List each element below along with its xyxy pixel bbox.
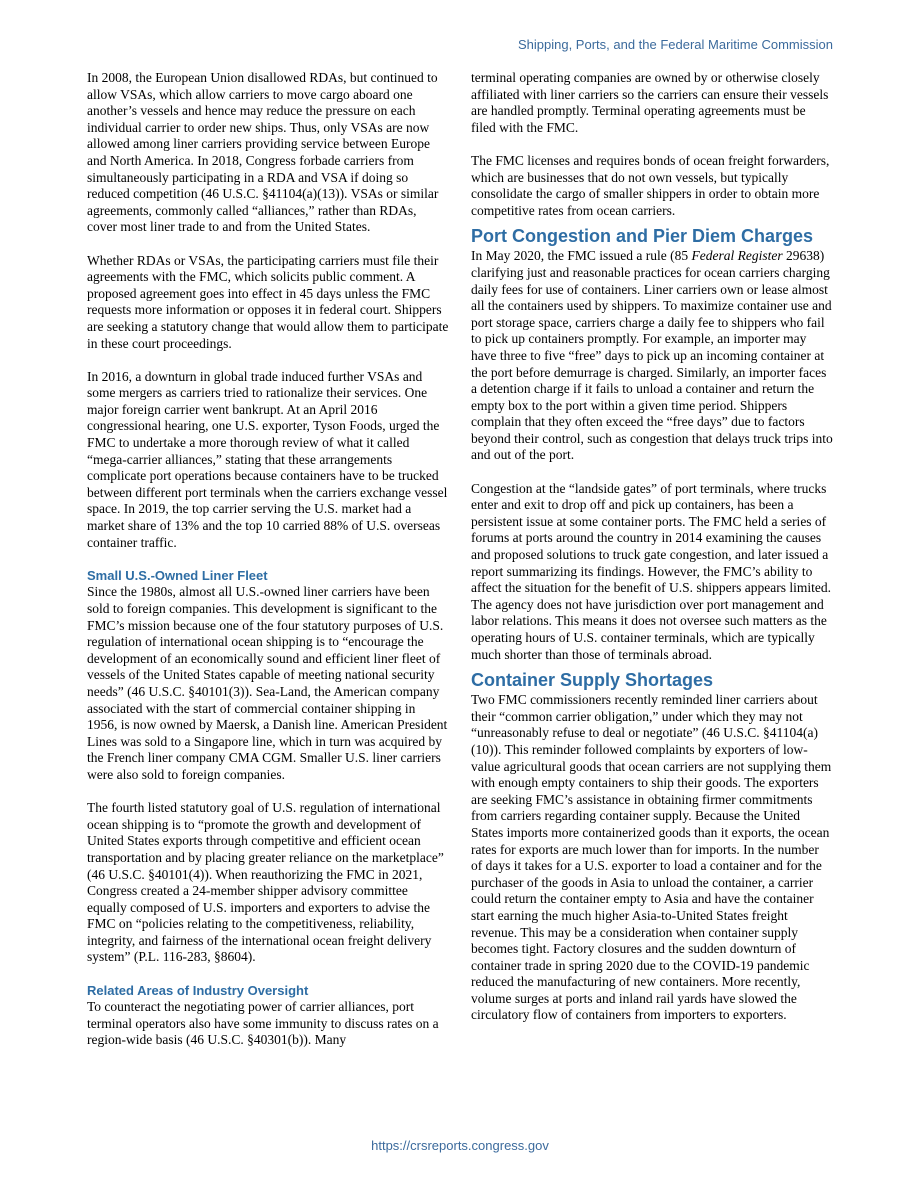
- paragraph: To counteract the negotiating power of carrier alliances, port terminal operators also have some immunity to discuss rates on a region-wide basis (46 U.S.C. §40301(b)). Many: [87, 999, 439, 1048]
- section-heading: Container Supply Shortages: [471, 670, 714, 691]
- subsection-heading: Small U.S.-Owned Liner Fleet: [87, 567, 268, 583]
- paragraph: Two FMC commissioners recently reminded liner carriers about their “common carrier obligation,” under which they may not “unreasonably refuse to deal or negotiate” (46 U.S.C. §41104(a)(10)). This reminder followed complaints by exporters of low-value agricultural goods that ocean carriers are not supplying them with enough empty containers to ship their goods. The exporters are seeking FMC’s assistance in obtaining firmer commitments from carriers regarding container supply. Because the United States imports more containerized goods than it exports, the ocean rates for exports are much lower than for imports. In the number of days it takes for a U.S. exporter to load a container and for the purchaser of the goods in Asia to unload the container, a carrier could return the container empty to Asia and have the container start earning the much higher Asia-to-United States freight revenue. This may be a consideration when container supply becomes tight. Factory closures and the sudden downturn of container trade in spring 2020 due to the COVID-19 pandemic reduced the manufacturing of new containers. More recently, volume surges at ports and inland rail yards have slowed the circulatory flow of containers from importers to exporters.: [471, 692, 832, 1023]
- paragraph: Since the 1980s, almost all U.S.-owned liner carriers have been sold to foreign companies. This development is significant to the FMC’s mission because one of the four statutory purposes of U.S. regulation of international ocean shipping is to “encourage the development of an economically sound and efficient liner fleet of vessels of the United States capable of meeting national security needs” (46 U.S.C. §40101(3)). Sea-Land, the American company associated with the start of commercial container shipping in 1956, is now owned by Maersk, a Danish line. American President Lines was sold to a Singapore line, which in turn was acquired by the French liner company CMA CGM. Smaller U.S. liner carriers were also sold to foreign companies.: [87, 584, 448, 782]
- right-column: [471, 70, 833, 1024]
- paragraph: Whether RDAs or VSAs, the participating carriers must file their agreements with the FMC, which solicits public comment. A proposed agreement goes into effect in 45 days unless the FMC requests more information or opposes it in federal court. Shippers are seeking a statutory change that would allow them to participate in these court proceedings.: [87, 252, 449, 351]
- paragraph: terminal operating companies are owned by or otherwise closely affiliated with liner carriers so the carriers can ensure their vessels are handled promptly. Terminal operating agreements must be filed with the FMC.: [471, 70, 829, 135]
- paragraph: The FMC licenses and requires bonds of ocean freight forwarders, which are businesses that do not own vessels, but typically consolidate the cargo of smaller shippers in order to obtain more competitive rates from ocean carriers.: [471, 152, 830, 218]
- footer-url-link[interactable]: https://crsreports.congress.gov: [371, 1138, 549, 1153]
- paragraph: In 2016, a downturn in global trade induced further VSAs and some mergers as carriers tried to rationalize their services. One major foreign carrier went bankrupt. At an April 2016 congressional hearing, one U.S. exporter, Tyson Foods, urged the FMC to undertake a more thorough review of what it called “mega-carrier alliances,” stating that these arrangements complicate port operations because containers have to be trucked between different port terminals when the carriers exchange vessel space. In 2019, the top carrier serving the U.S. market had a market share of 13% and the top 10 carried 88% of U.S. overseas container traffic.: [87, 368, 448, 550]
- paragraph: Congestion at the “landside gates” of port terminals, where trucks enter and exit to drop off and pick up containers, has been a persistent issue at some container ports. The FMC held a series of forums at ports around the country in 2014 examining the causes and proposed solutions to truck gate congestion, and later issued a report summarizing its findings. However, the FMC’s ability to affect the situation for the benefit of U.S. shippers appears limited. The agency does not have jurisdiction over port management and labor relations. This means it does not oversee such matters as the operating hours of U.S. container terminals, which are typically much shorter than those of terminals abroad.: [471, 480, 832, 662]
- subsection-heading: Related Areas of Industry Oversight: [87, 982, 309, 998]
- page-footer: [0, 1138, 920, 1153]
- italic-citation: Federal Register: [691, 248, 783, 264]
- paragraph: The fourth listed statutory goal of U.S. regulation of international ocean shipping is to “promote the growth and development of United States exports through competitive and efficient ocean transportation and by placing greater reliance on the marketplace” (46 U.S.C. §40101(4)). When reauthorizing the FMC in 2021, Congress created a 24-member shipper advisory committee equally composed of U.S. importers and exporters to advise the FMC on “policies relating to the competitiveness, reliability, integrity, and fairness of the international ocean freight delivery system” (P.L. 116-283, §8604).: [87, 800, 444, 965]
- running-header: Shipping, Ports, and the Federal Maritime Commission: [517, 37, 833, 52]
- paragraph: In 2008, the European Union disallowed RDAs, but continued to allow VSAs, which allow carriers to move cargo aboard one another’s vessels and hence may reduce the pressure on each individual carrier to order new ships. Thus, only VSAs are now allowed among liner carriers providing service between Europe and North America. In 2018, Congress forbade carriers from simultaneously participating in a RDA and VSA if doing so reduced competition (46 U.S.C. §41104(a)(13)). VSAs or similar agreements, commonly called “alliances,” rather than RDAs, cover most liner trade to and from the United States.: [87, 70, 439, 235]
- section-heading: Port Congestion and Pier Diem Charges: [471, 226, 814, 247]
- left-column: [87, 70, 449, 1049]
- paragraph: In May 2020, the FMC issued a rule (85 Federal Register 29638) clarifying just and reasonable practices for ocean carriers charging daily fees for use of containers. Liner carriers own or lease almost all the containers used by shippers. To maximize container use and port storage space, carriers charge a daily fee to shippers who fail to pick up containers promptly. For example, an importer may have three to five “free” days to pick up an incoming container at the port before demurrage is charged. Similarly, an importer faces a detention charge if it fails to unload a container and return the empty box to the port within a given time period. Shippers complain that they often exceed the “free days” due to factors beyond their control, such as congestion that delays truck trips into and out of the port.: [471, 248, 833, 463]
